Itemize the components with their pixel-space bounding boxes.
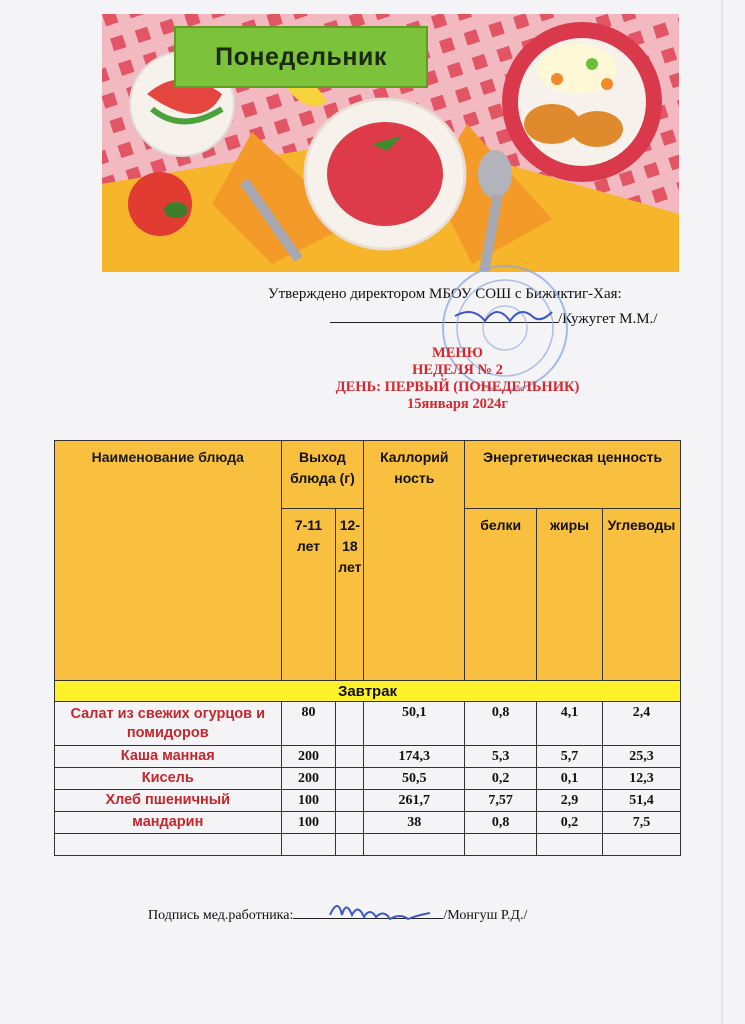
menu-week: НЕДЕЛЯ № 2 [412, 362, 503, 378]
portion-7-11: 100 [281, 790, 336, 812]
header-fat: жиры [537, 509, 603, 681]
section-breakfast: Завтрак [55, 681, 681, 702]
menu-title: МЕНЮ [432, 345, 483, 361]
fat: 5,7 [537, 746, 603, 768]
table-row-empty [55, 834, 681, 856]
portion-7-11: 200 [281, 746, 336, 768]
menu-date: 15января 2024г [407, 396, 508, 412]
dish-name: Хлеб пшеничный [55, 790, 282, 812]
protein: 0,2 [465, 768, 537, 790]
day-title: Понедельник [174, 26, 428, 88]
protein: 0,8 [465, 702, 537, 746]
portion-7-11: 100 [281, 812, 336, 834]
portion-12-18 [336, 702, 364, 746]
header-age-7-11: 7-11 лет [281, 509, 336, 681]
carbs: 2,4 [603, 702, 681, 746]
menu-day: ДЕНЬ: ПЕРВЫЙ (ПОНЕДЕЛЬНИК) [335, 379, 580, 395]
protein: 0,8 [465, 812, 537, 834]
calories: 174,3 [364, 746, 465, 768]
table-row [55, 768, 681, 790]
header-protein: белки [465, 509, 537, 681]
dish-name: мандарин [55, 812, 282, 834]
dish-name: Салат из свежих огурцов и помидоров [55, 702, 282, 746]
portion-7-11: 200 [281, 768, 336, 790]
portion-12-18 [336, 768, 364, 790]
signature-label: Подпись мед.работника: [148, 908, 294, 923]
calories: 261,7 [364, 790, 465, 812]
director-name: /Кужугет М.М./ [558, 311, 658, 327]
medic-name: /Монгуш Р.Д./ [443, 908, 528, 923]
banner-illustration [102, 14, 679, 272]
carbs: 12,3 [603, 768, 681, 790]
table-row [55, 702, 681, 746]
calories: 50,1 [364, 702, 465, 746]
portion-12-18 [336, 746, 364, 768]
fat: 0,2 [537, 812, 603, 834]
protein: 7,57 [465, 790, 537, 812]
approval-text: Утверждено директором МБОУ СОШ с Бижиктиг-Хая: [268, 286, 622, 302]
handwritten-signature-icon [325, 893, 455, 923]
carbs: 7,5 [603, 812, 681, 834]
carbs: 51,4 [603, 790, 681, 812]
table-row [55, 746, 681, 768]
header-energy: Энергетическая ценность [465, 441, 681, 509]
header-age-12-18: 12-18 лет [336, 509, 364, 681]
table-row [55, 812, 681, 834]
header-dish-name: Наименование блюда [55, 441, 282, 681]
fat: 4,1 [537, 702, 603, 746]
carbs: 25,3 [603, 746, 681, 768]
portion-7-11: 80 [281, 702, 336, 746]
header-carbs: Углеводы [603, 509, 681, 681]
calories: 50,5 [364, 768, 465, 790]
menu-header [0, 345, 745, 413]
menu-table [54, 440, 681, 856]
fat: 0,1 [537, 768, 603, 790]
calories: 38 [364, 812, 465, 834]
dish-name: Кисель [55, 768, 282, 790]
protein: 5,3 [465, 746, 537, 768]
page-edge [721, 0, 723, 1024]
table-row [55, 790, 681, 812]
portion-12-18 [336, 790, 364, 812]
header-portion: Выход блюда (г) [281, 441, 364, 509]
header-calories: Каллорий ность [364, 441, 465, 681]
dish-name: Каша манная [55, 746, 282, 768]
fat: 2,9 [537, 790, 603, 812]
portion-12-18 [336, 812, 364, 834]
